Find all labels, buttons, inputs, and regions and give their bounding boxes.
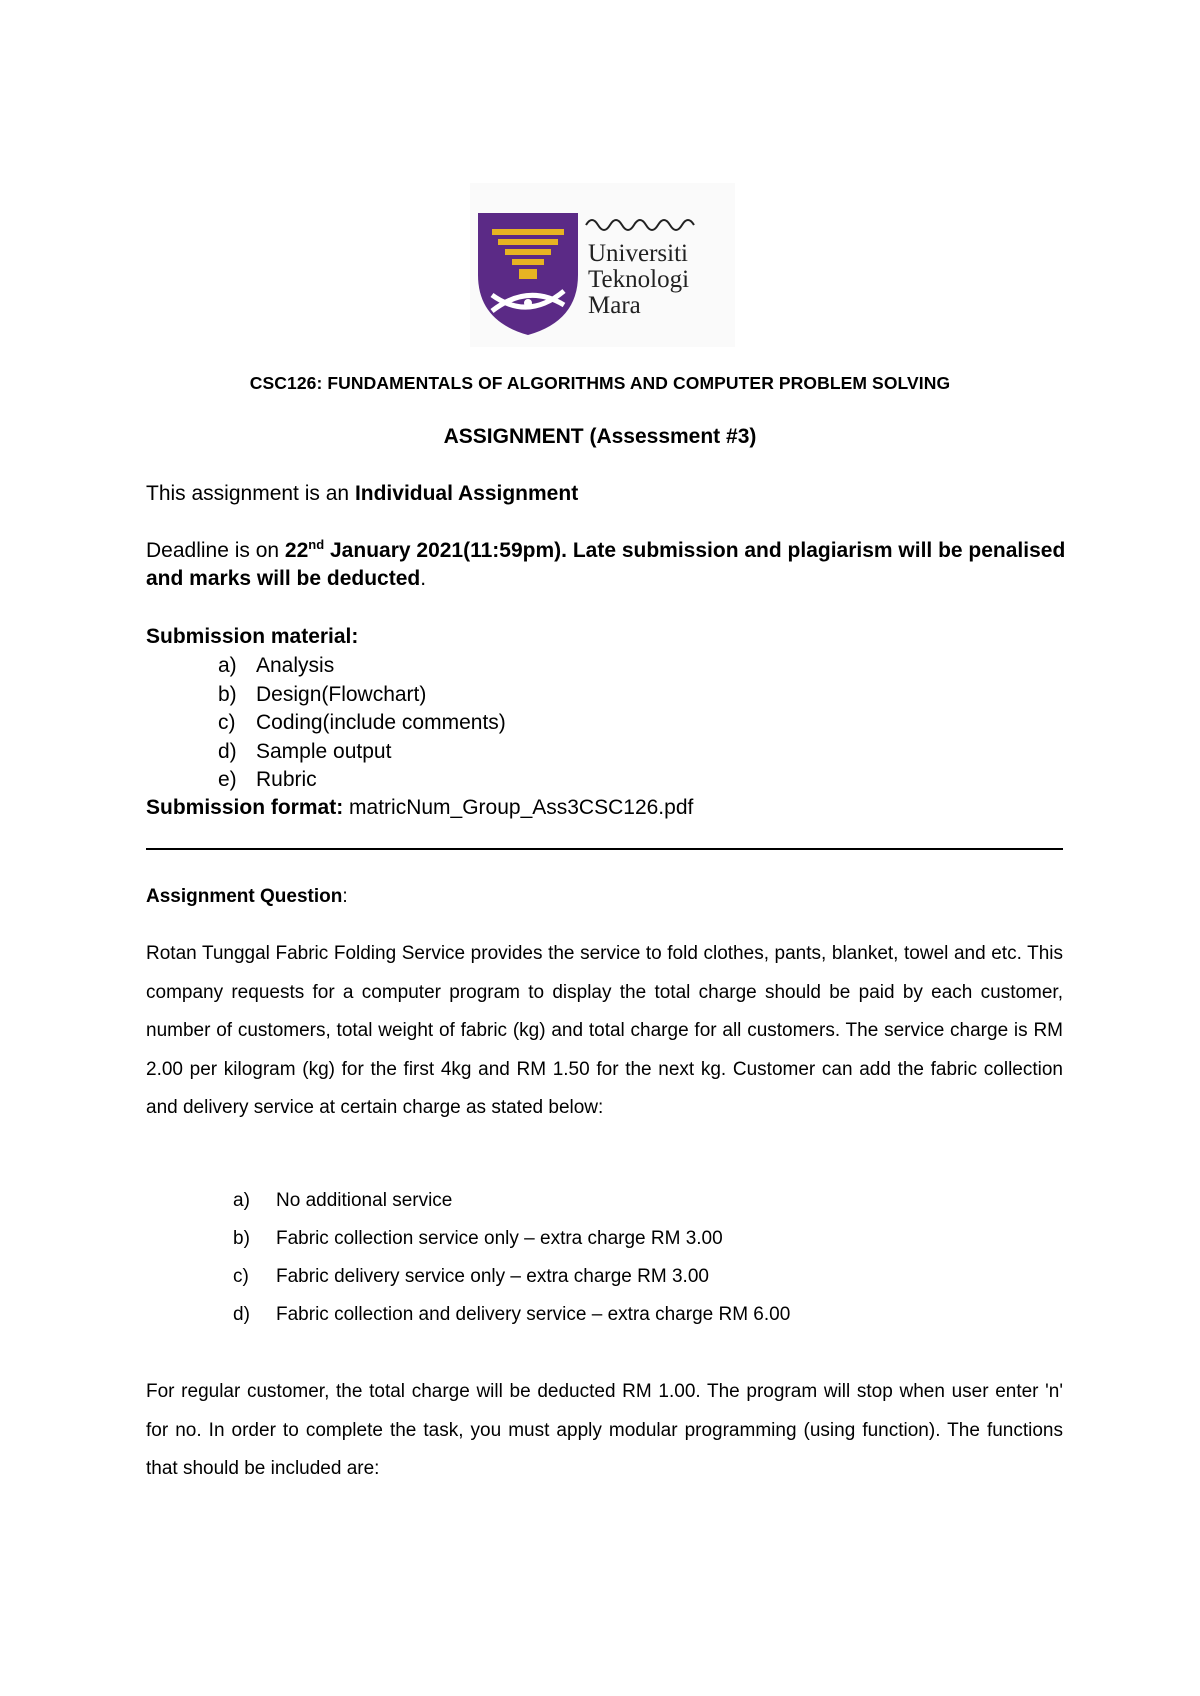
- list-item: c) Fabric delivery service only – extra charge RM 3.00: [233, 1266, 709, 1287]
- course-title: CSC126: FUNDAMENTALS OF ALGORITHMS AND COMPUTER PROBLEM SOLVING: [249, 373, 951, 393]
- assignment-question-label: Assignment Question:: [146, 886, 348, 907]
- question-paragraph-2: For regular customer, the total charge will be deducted RM 1.00. The program will stop when user enter 'n' for no. In order to complete the task, you must apply modular programming (using function). The functions that should be included are:: [146, 1381, 1063, 1479]
- deadline-paragraph: Deadline is on 22nd January 2021(11:59pm). Late submission and plagiarism will be penalised and marks will be deducted.: [146, 537, 1066, 590]
- list-item: d) Sample output: [218, 739, 392, 763]
- service-options-list: [233, 1182, 790, 1334]
- horizontal-divider: [146, 848, 1063, 850]
- individual-line: This assignment is an Individual Assignment: [146, 482, 579, 505]
- list-item: d) Fabric collection and delivery service – extra charge RM 6.00: [233, 1304, 791, 1325]
- question-paragraph-1: Rotan Tunggal Fabric Folding Service provides the service to fold clothes, pants, blanket, towel and etc. This company requests for a computer program to display the total charge should be paid by each customer, number of customers, total weight of fabric (kg) and total charge for all customers. The service charge is RM 2.00 per kilogram (kg) for the first 4kg and RM 1.50 for the next kg. Customer can add the fabric collection and delivery service at certain charge as stated below:: [146, 943, 1063, 1118]
- submission-material-heading: Submission material:: [146, 625, 359, 648]
- jawi-script-icon: [586, 220, 694, 230]
- logo-line-2: Teknologi: [588, 266, 690, 293]
- uitm-logo: [470, 183, 735, 347]
- list-item: c) Coding(include comments): [218, 711, 506, 734]
- submission-format: Submission format: matricNum_Group_Ass3CSC126.pdf: [146, 796, 694, 819]
- list-item: a) Analysis: [218, 654, 335, 677]
- assignment-title: ASSIGNMENT (Assessment #3): [443, 425, 757, 448]
- logo-line-3: Mara: [588, 292, 641, 319]
- logo-line-1: Universiti: [588, 240, 688, 267]
- late-warning: Late submission and plagiarism will be penalised and marks will be deducted: [146, 539, 1066, 590]
- deadline-date: 22nd January 2021(11:59pm). Late submission and plagiarism will be penalised and marks will be deducted: [146, 537, 1066, 590]
- list-item: e) Rubric: [218, 768, 317, 791]
- list-item: b) Design(Flowchart): [218, 682, 427, 706]
- submission-material-list: [218, 652, 506, 795]
- list-item: b) Fabric collection service only – extra charge RM 3.00: [233, 1228, 723, 1249]
- uitm-logo-graphic: [470, 183, 735, 347]
- list-item: a) No additional service: [233, 1190, 453, 1211]
